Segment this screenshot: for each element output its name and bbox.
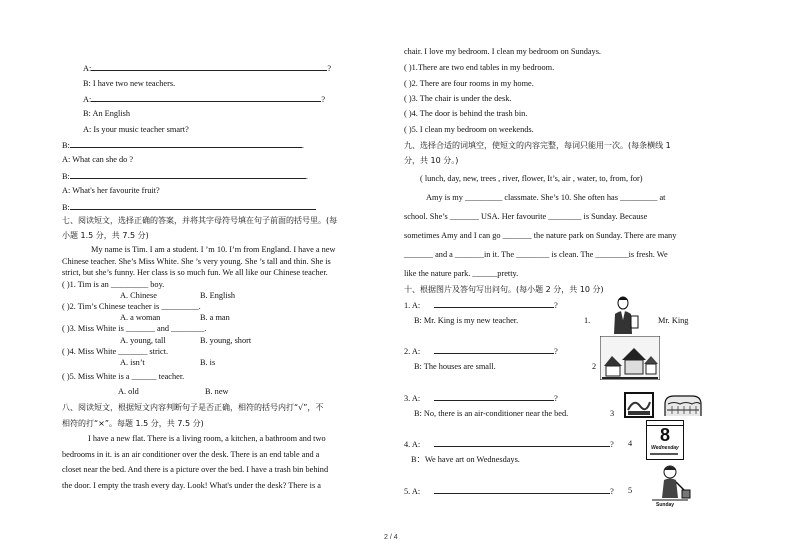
- answer-blank[interactable]: [91, 62, 327, 71]
- punct: ?: [554, 394, 558, 403]
- s10-q3-b: B: No, there is an air-conditioner near the bed.: [414, 409, 569, 418]
- answer-blank[interactable]: [91, 93, 321, 102]
- section8-passage-line5: chair. I love my bedroom. I clean my bedroom on Sundays.: [404, 47, 602, 56]
- s10-q2-a: [404, 345, 558, 357]
- section9-text-line4: _______ and a _______in it. The ________ is clean. The ________is fresh. We: [404, 250, 668, 259]
- s10-q2-b: B: The houses are small.: [414, 362, 496, 371]
- s7-q4-option-b[interactable]: B. is: [200, 358, 216, 367]
- speaker-label: 5. A:: [404, 487, 421, 496]
- dialog-a1: [83, 62, 331, 74]
- answer-blank[interactable]: [434, 299, 554, 308]
- section7-passage-line3: strict, but she’s funny. Her class is so much fun. We all like our Chinese teacher.: [62, 268, 328, 277]
- s10-q1-a: [404, 299, 558, 311]
- punct: .: [301, 141, 304, 150]
- section9-text-line3: sometimes Amy and I can go _______ the nature park on Sunday. There are many: [404, 231, 677, 240]
- section9-text-line5: like the nature park. ______pretty.: [404, 269, 519, 278]
- speaker-label: B:: [62, 203, 70, 212]
- s10-q1-b: B: Mr. King is my new teacher.: [414, 316, 519, 325]
- s7-q5-option-b[interactable]: B. new: [205, 387, 229, 396]
- s7-q5-option-a[interactable]: A. old: [118, 387, 139, 396]
- speaker-label: 3. A:: [404, 394, 421, 403]
- section7-title-line1: 七、阅读短文，选择正确的答案，并将其字母符号填在句子前面的括号里。(每: [62, 216, 338, 225]
- judge-4: ( )4. The door is behind the trash bin.: [404, 109, 528, 118]
- section8-title-line1: 八、阅读短文，根据短文内容判断句子是否正确，相符的括号内打“√”，不: [62, 403, 324, 412]
- punct: .: [305, 172, 308, 181]
- answer-blank[interactable]: [434, 438, 610, 447]
- air-conditioner-icon: [624, 392, 654, 418]
- s10-q1-caption: Mr. King: [658, 316, 689, 325]
- s7-question-2: ( )2. Tim’s Chinese teacher is _________.: [62, 302, 201, 311]
- punct: ?: [327, 64, 331, 73]
- page-number: 2 / 4: [384, 534, 398, 541]
- speaker-label: 1. A:: [404, 301, 421, 310]
- answer-blank[interactable]: [70, 139, 302, 148]
- section8-passage-line4: the door. I empty the trash every day. Look! What's under the desk? There is a: [62, 481, 321, 490]
- s7-q3-option-b[interactable]: B. young, short: [200, 336, 252, 345]
- punct: ?: [610, 487, 614, 496]
- s7-question-3: ( )3. Miss White is _______ and ________.: [62, 324, 207, 333]
- punct: ?: [610, 440, 614, 449]
- section7-passage-line2: Chinese teacher. She’s Miss White. She ’s very young. She ’s tall and thin. She is: [62, 257, 331, 266]
- section8-passage-line2: bedrooms in it. is an air conditioner over the desk. There is an end table and a: [62, 450, 320, 459]
- dialog-b1: B: I have two new teachers.: [83, 79, 176, 88]
- s7-question-1: ( )1. Tim is an _________ boy.: [62, 280, 165, 289]
- section9-title-line2: 分，共 10 分。): [404, 156, 459, 165]
- section9-text-line2: school. She’s _______ USA. Her favourite ________ is Sunday. Because: [404, 212, 648, 221]
- judge-2: ( )2. There are four rooms in my home.: [404, 79, 534, 88]
- punct: ?: [554, 347, 558, 356]
- speaker-label: A:: [83, 95, 92, 104]
- answer-blank[interactable]: [434, 345, 554, 354]
- section7-title-line2: 小题 1.5 分，共 7.5 分): [62, 231, 149, 240]
- houses-icon: [600, 336, 660, 380]
- boy-cleaning-icon: [648, 464, 692, 502]
- calendar-illustration: [646, 420, 684, 460]
- speaker-label: B:: [62, 172, 70, 181]
- bed-illustration: [662, 392, 704, 418]
- speaker-label: B:: [62, 141, 70, 150]
- s10-q3-num: 3: [610, 409, 615, 418]
- answer-blank[interactable]: [434, 485, 610, 494]
- calendar-weekday: Wednesday: [651, 445, 679, 451]
- calendar-day: 8: [659, 425, 670, 445]
- sunday-illustration: [648, 464, 692, 502]
- judge-3: ( )3. The chair is under the desk.: [404, 94, 512, 103]
- s10-q4-a: [404, 438, 614, 450]
- dialog-b5: [62, 201, 316, 213]
- section7-passage-line1: My name is Tim. I am a student. I ’m 10. I’m from England. I have a new: [91, 245, 336, 254]
- s7-q2-option-a[interactable]: A. a woman: [120, 313, 161, 322]
- judge-1: ( )1.There are two end tables in my bedroom.: [404, 63, 555, 72]
- section8-title-line2: 相符的打“×”。每题 1.5 分，共 7.5 分): [62, 419, 204, 428]
- dialog-a4: A: What can she do ?: [62, 155, 134, 164]
- s7-q1-option-b[interactable]: B. English: [200, 291, 236, 300]
- speaker-label: 4. A:: [404, 440, 421, 449]
- word-bank: ( lunch, day, new, trees , river, flower, It’s, air , water, to, from, for): [420, 174, 643, 183]
- s10-q1-num: 1.: [584, 316, 591, 325]
- s10-q3-a: [404, 392, 558, 404]
- judge-5: ( )5. I clean my bedroom on weekends.: [404, 125, 534, 134]
- calendar-footer-bar: [650, 453, 678, 455]
- punct: ?: [321, 95, 325, 104]
- section8-passage-line1: I have a new flat. There is a living room, a kitchen, a bathroom and two: [88, 434, 326, 443]
- speaker-label: 2. A:: [404, 347, 421, 356]
- dialog-b3: [62, 139, 304, 151]
- s7-q4-option-a[interactable]: A. isn’t: [120, 358, 145, 367]
- s7-q3-option-a[interactable]: A. young, tall: [120, 336, 166, 345]
- punct: ?: [554, 301, 558, 310]
- s10-q4-b: B：We have art on Wednesdays.: [411, 455, 520, 464]
- dialog-a5: A: What's her favourite fruit?: [62, 186, 160, 195]
- section10-title: 十、根据图片及答句写出问句。(每小题 2 分，共 10 分): [404, 285, 604, 294]
- bed-icon: [662, 392, 704, 418]
- speaker-label: A:: [83, 64, 92, 73]
- teacher-illustration: [606, 296, 642, 336]
- section9-title-line1: 九、选择合适的词填空，使短文的内容完整，每词只能用一次。(每条横线 1: [404, 141, 671, 150]
- section8-passage-line3: closet near the bed. And there is a picture over the bed. I have a trash bin behind: [62, 465, 329, 474]
- s10-q4-num: 4: [628, 439, 633, 448]
- houses-illustration: [600, 336, 660, 380]
- s10-q5-num: 5: [628, 486, 633, 495]
- section9-text-line1: Amy is my _________ classmate. She’s 10. She often has _________ at: [426, 193, 666, 202]
- answer-blank[interactable]: [70, 170, 306, 179]
- answer-blank[interactable]: [70, 201, 316, 210]
- dialog-b4: [62, 170, 308, 182]
- s7-question-4: ( )4. Miss White _______ strict.: [62, 347, 169, 356]
- s7-q1-option-a[interactable]: A. Chinese: [120, 291, 157, 300]
- air-conditioner-illustration: [624, 392, 654, 418]
- answer-blank[interactable]: [434, 392, 554, 401]
- dialog-b2: B: An English: [83, 109, 131, 118]
- s10-q5-a: [404, 485, 614, 497]
- man-in-suit-icon: [606, 296, 642, 336]
- dialog-a2: [83, 93, 325, 105]
- sunday-caption: Sunday: [656, 502, 675, 508]
- s7-q2-option-b[interactable]: B. a man: [200, 313, 230, 322]
- dialog-a3: A: Is your music teacher smart?: [83, 125, 189, 134]
- s10-q2-num: 2: [592, 362, 597, 371]
- s7-question-5: ( )5. Miss White is a ______ teacher.: [62, 372, 185, 381]
